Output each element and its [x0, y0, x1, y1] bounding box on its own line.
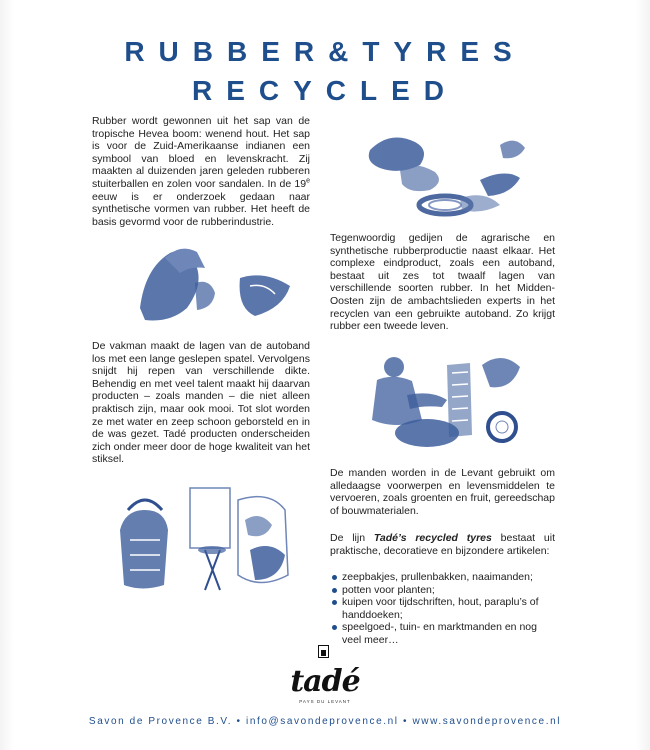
- intro-text: Rubber wordt gewonnen uit het sap van de tropische Hevea boom: wenend hout. Het sap is voor de Zuid-Amerikaanse indianen een symbool van bloed en levenskracht. Zij maakten al duizenden jaren geleden rubberen stuiterballen en zolen voor sandalen.: [92, 115, 310, 190]
- recycle-mark-icon: [318, 645, 329, 658]
- hands-rubber-illustration: [125, 238, 295, 333]
- craftsman-paragraph: De vakman maakt de lagen van de autoband los met een lange geslepen spatel. Vervolgens snijdt hij repen van verschillende dikte. Behendig en met veel talent maakt hij daarvan producten – zoals manden – die niet alleen praktisch zijn, maar ook mooi. Tot slot worden ze met water en zeep schoon geborsteld en in de was gezet. Tadé producten onderscheiden zich onder meer door de hoge kwaliteit van het stiksel.: [92, 340, 310, 466]
- list-item: kuipen voor tijdschriften, hout, paraplu’s of handdoeken;: [331, 596, 556, 621]
- product-line-prefix: De lijn: [330, 532, 374, 544]
- product-line-brand: Tadé’s recycled tyres: [373, 532, 492, 544]
- page-title-line2: RECYCLED: [191, 75, 458, 106]
- levant-paragraph: De manden worden in de Levant gebruikt om alledaagse voorwerpen en levensmiddelen te vervoeren, zoals groenten en fruit, gereedschap of bouwmaterialen.: [330, 467, 555, 517]
- craftsman-illustration: [352, 345, 532, 460]
- list-item: speelgoed-, tuin- en marktmanden en nog veel meer…: [331, 621, 556, 646]
- tade-logo: tadé: [290, 664, 360, 699]
- product-line-rest: bestaat uit praktische, decoratieve en bijzondere artikelen:: [330, 532, 555, 557]
- century-superscript: e: [306, 177, 310, 185]
- product-list: [331, 571, 556, 647]
- baskets-illustration: [110, 480, 300, 605]
- list-item: zeepbakjes, prullenbakken, naaimanden;: [331, 571, 556, 584]
- page-title-line1: RUBBER&TYRES: [124, 36, 526, 67]
- tyres-illustration: [360, 120, 530, 220]
- intro-text-century: In de 19: [267, 177, 307, 190]
- production-paragraph: Tegenwoordig gedijen de agrarische en synthetische rubberproductie naast elkaar. Het complexe eindproduct, zoals een autoband, bestaat uit zes tot twaalf lagen van verschillende soorten rubber. In het Midden-Oosten zijn de ambachtslieden experts in het recyclen van een gebruikte autoband. Zo krijgt rubber een tweede leven.: [330, 232, 555, 333]
- intro-paragraph: [92, 115, 310, 228]
- tade-tagline: PAYS DU LEVANT: [299, 699, 351, 704]
- list-item: potten voor planten;: [331, 584, 556, 597]
- footer-contact: Savon de Provence B.V. • info@savondeprovence.nl • www.savondeprovence.nl: [88, 716, 562, 727]
- intro-text-rest: eeuw is er onderzoek gedaan naar synthetische vormen van rubber. Het heeft de basis gevormd voor de rubberindustrie.: [92, 190, 310, 228]
- product-line-paragraph: [330, 532, 555, 557]
